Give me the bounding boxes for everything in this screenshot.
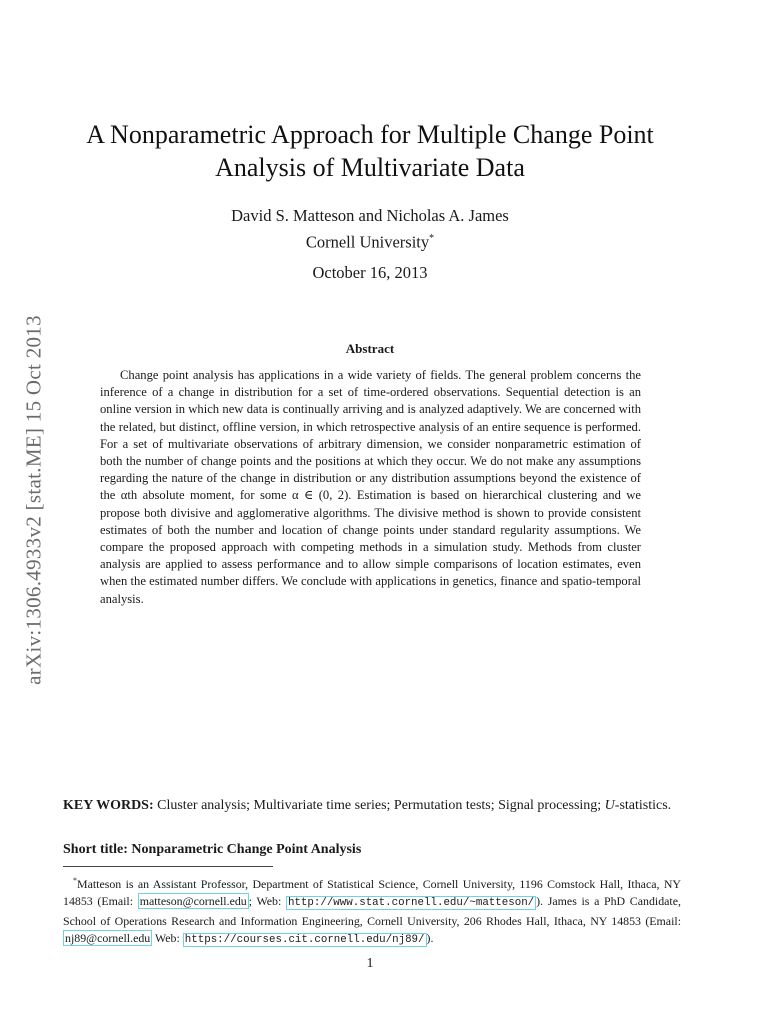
keywords-text: Cluster analysis; Multivariate time series; Permutation tests; Signal processing; <box>157 798 605 813</box>
footnote-text-part-4: Web: <box>152 931 183 946</box>
keywords-u-letter: U <box>604 798 615 813</box>
email-link-matteson[interactable]: matteson@cornell.edu <box>139 894 247 909</box>
web-link-matteson[interactable]: http://www.stat.cornell.edu/~matteson/ <box>287 897 535 910</box>
footnote-text-part-3: ). James is a PhD Candidate, School of Operations Research and Information Engineering, Cornell University, 206 Rhodes Hall, Ithaca, NY 14853 (Email: <box>63 894 681 928</box>
short-title: Short title: Nonparametric Change Point Analysis <box>63 842 362 857</box>
keywords-paragraph <box>63 796 681 816</box>
title-line-1: A Nonparametric Approach for Multiple Change Point <box>86 120 654 149</box>
author-footnote <box>63 872 681 950</box>
affiliation: Cornell University <box>305 232 430 252</box>
footnote-mark: * <box>73 876 77 885</box>
footnote-text-part-5: ). <box>426 931 434 946</box>
affiliation-line <box>60 227 680 254</box>
author-names: David S. Matteson and Nicholas A. James <box>231 206 509 225</box>
email-link-james[interactable]: nj89@cornell.edu <box>65 931 151 946</box>
arxiv-identifier-stamp: arXiv:1306.4933v2 [stat.ME] 15 Oct 2013 <box>21 315 46 685</box>
title-line-2: Analysis of Multivariate Data <box>215 153 525 182</box>
paper-date: October 16, 2013 <box>312 263 428 282</box>
abstract-text: Change point analysis has applications in a wide variety of fields. The general problem concerns the inference of a change in distribution for a set of time-ordered observations. Sequential detection is an online version in which new data is continually arriving and is analyzed adaptively. We are concerned with the related, but distinct, offline version, in which retrospective analysis of an entire sequence is performed. For a set of multivariate observations of arbitrary dimension, we consider nonparametric estimation of both the number of change points and the positions at which they occur. We do not make any assumptions regarding the nature of the change in distribution or any distribution assumptions beyond the existence of the αth absolute moment, for some α ∈ (0, 2). Estimation is based on hierarchical clustering and we propose both divisive and agglomerative algorithms. The divisive method is shown to provide consistent estimates of both the number and location of change points under standard regularity assumptions. We compare the proposed approach with competing methods in a simulation study. Methods from cluster analysis are applied to assess performance and to allow simple comparisons of location estimates, even when the estimated number differs. We conclude with applications in genetics, finance and spatio-temporal analysis. <box>100 368 641 606</box>
abstract-heading: Abstract <box>345 341 395 356</box>
footnote-divider <box>63 866 273 867</box>
keywords-label: KEY WORDS: <box>63 798 154 813</box>
author-block <box>60 204 680 254</box>
paper-title <box>60 118 680 184</box>
footnote-text-part-1: Matteson is an Assistant Professor, Department of Statistical Science, Cornell University, 1196 Comstock Hall, Ithaca, NY 14853 (Email: <box>63 876 681 909</box>
page-number: 1 <box>366 956 374 971</box>
affiliation-footnote-mark: * <box>429 233 435 244</box>
web-link-james[interactable]: https://courses.cit.cornell.edu/nj89/ <box>184 934 425 947</box>
keywords-u-statistics: -statistics. <box>614 798 672 813</box>
footnote-text-part-2: ; Web: <box>248 894 286 909</box>
